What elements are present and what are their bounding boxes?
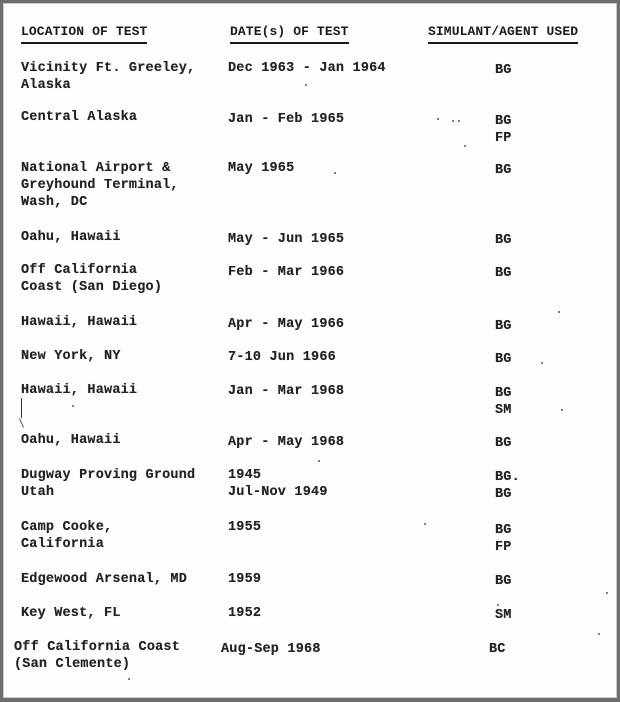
row-location: Oahu, Hawaii [21, 230, 121, 245]
row-location: Central Alaska [21, 110, 138, 125]
row-location: Dugway Proving Ground Utah [21, 468, 196, 500]
row-location: Oahu, Hawaii [21, 433, 121, 448]
row-dates: May - Jun 1965 [228, 232, 345, 247]
row-location: Edgewood Arsenal, MD [21, 572, 188, 587]
row-dates: 1945 Jul-Nov 1949 [228, 468, 328, 500]
row-dates: Jan - Feb 1965 [228, 112, 345, 127]
scan-speck [541, 362, 543, 364]
row-location: Vicinity Ft. Greeley, Alaska [21, 61, 196, 93]
scan-speck [318, 460, 320, 462]
row-dates: 7-10 Jun 1966 [228, 350, 336, 365]
scan-speck [424, 523, 426, 525]
scan-speck [305, 84, 307, 86]
pen-mark [19, 418, 24, 427]
header-dates: DATE(s) OF TEST [230, 23, 349, 44]
row-dates: Jan - Mar 1968 [228, 384, 345, 399]
header-agent: SIMULANT/AGENT USED [428, 23, 578, 44]
row-location: Hawaii, Hawaii [21, 315, 138, 330]
row-agent: BC [489, 642, 506, 657]
scan-speck [437, 118, 439, 120]
row-agent: BG FP [495, 523, 512, 555]
row-agent: BG [495, 233, 512, 248]
header-location: LOCATION OF TEST [21, 23, 147, 44]
row-location: Off California Coast (San Diego) [21, 263, 163, 295]
row-agent: BG [495, 574, 512, 589]
row-location: Hawaii, Hawaii [21, 383, 138, 398]
row-dates: Aug-Sep 1968 [221, 642, 321, 657]
row-dates: 1955 [228, 520, 262, 535]
row-location: Key West, FL [21, 606, 121, 621]
row-agent: BG. BG [495, 470, 520, 502]
row-dates: Dec 1963 - Jan 1964 [228, 61, 386, 76]
row-agent: BG [495, 163, 512, 178]
row-agent: BG [495, 266, 512, 281]
scan-speck [497, 604, 499, 606]
scan-speck [464, 145, 466, 147]
row-dates: Apr - May 1968 [228, 435, 345, 450]
row-location: Off California Coast (San Clemente) [14, 640, 181, 672]
scan-speck [558, 311, 560, 313]
row-dates: 1952 [228, 606, 262, 621]
scan-speck [606, 592, 608, 594]
row-location: New York, NY [21, 349, 121, 364]
scan-speck [458, 120, 460, 122]
row-location: Camp Cooke, California [21, 520, 113, 552]
row-agent: BG [495, 436, 512, 451]
row-dates: Apr - May 1966 [228, 317, 345, 332]
row-agent: SM [495, 608, 512, 623]
row-agent: BG [495, 319, 512, 334]
row-dates: 1959 [228, 572, 262, 587]
row-agent: BG [495, 352, 512, 367]
scan-speck [598, 633, 600, 635]
row-location: National Airport & Greyhound Terminal, Wash, DC [21, 161, 179, 210]
row-agent: BG [495, 63, 512, 78]
scan-speck [72, 405, 74, 407]
row-agent: BG FP [495, 114, 512, 146]
row-dates: Feb - Mar 1966 [228, 265, 345, 280]
row-agent: BG SM [495, 386, 512, 418]
scan-speck [561, 409, 563, 411]
scan-speck [128, 678, 130, 680]
pen-mark [21, 398, 22, 418]
scan-speck [334, 172, 336, 174]
scan-speck [452, 120, 454, 122]
row-dates: May 1965 [228, 161, 295, 176]
